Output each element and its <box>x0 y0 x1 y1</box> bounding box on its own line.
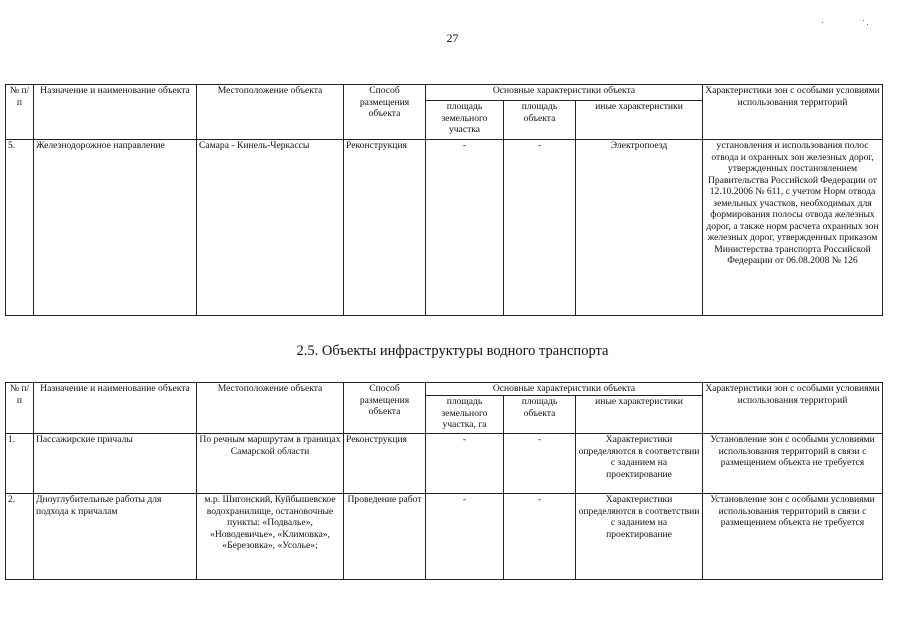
cell-name: Дноуглубительные работы для подхода к причалам <box>34 494 197 580</box>
header-zones: Характеристики зон с особыми условиями использования территорий <box>703 85 883 140</box>
header-name: Назначение и наименование объекта <box>34 383 197 434</box>
cell-other: Характеристики определяются в соответствии с заданием на проектирование <box>576 434 703 494</box>
scan-speck <box>863 20 864 21</box>
cell-zones: установления и использования полос отвода и охранных зон железных дорог, утвержденных постановлением Правительства Российской Федерации от 12.10.2006 № 611, с учетом Норм отвода земельных участков, необходимых для формирования полосы отвода железных дорог, а также норм расчета охранных зон железных дорог, утвержденных приказом Министерства транспорта Российской Федерации от 06.08.2008 № 126 <box>703 140 883 316</box>
cell-area-object: - <box>504 494 576 580</box>
cell-zones: Установление зон с особыми условиями использования территорий в связи с размещением объекта не требуется <box>703 494 883 580</box>
cell-location: По речным маршрутам в границах Самарской области <box>197 434 344 494</box>
header-num: № п/п <box>6 85 34 140</box>
header-name: Назначение и наименование объекта <box>34 85 197 140</box>
header-location: Местоположение объекта <box>197 85 344 140</box>
header-area-land: площадь земельного участка <box>426 101 504 140</box>
header-other: иные характеристики <box>576 396 703 434</box>
header-area-object: площадь объекта <box>504 101 576 140</box>
cell-num: 5. <box>6 140 34 316</box>
cell-area-land: - <box>426 434 504 494</box>
cell-zones: Установление зон с особыми условиями использования территорий в связи с размещением объекта не требуется <box>703 434 883 494</box>
cell-location: м.р. Шигонский, Куйбышевское водохранилище, остановочные пункты: «Подвалье», «Новодевичье», «Климовка», «Березовка», «Усолье»; <box>197 494 344 580</box>
cell-area-land: - <box>426 140 504 316</box>
scan-speck <box>822 22 823 23</box>
header-method: Способ размещения объекта <box>344 85 426 140</box>
water-transport-table <box>5 382 883 580</box>
cell-num: 1. <box>6 434 34 494</box>
cell-name: Пассажирские причалы <box>34 434 197 494</box>
header-main-characteristics: Основные характеристики объекта <box>426 383 703 396</box>
cell-name: Железнодорожное направление <box>34 140 197 316</box>
cell-method: Реконструкция <box>344 434 426 494</box>
header-main-characteristics: Основные характеристики объекта <box>426 85 703 101</box>
cell-other: Характеристики определяются в соответствии с заданием на проектирование <box>576 494 703 580</box>
cell-area-land: - <box>426 494 504 580</box>
header-location: Местоположение объекта <box>197 383 344 434</box>
header-area-object: площадь объекта <box>504 396 576 434</box>
cell-method: Реконструкция <box>344 140 426 316</box>
cell-area-object: - <box>504 434 576 494</box>
cell-other: Электропоезд <box>576 140 703 316</box>
cell-num: 2. <box>6 494 34 580</box>
railway-objects-table <box>5 84 883 316</box>
page-number: 27 <box>446 31 459 45</box>
section-heading: 2.5. Объекты инфраструктуры водного транспорта <box>296 343 609 359</box>
cell-location: Самара - Кинель-Черкассы <box>197 140 344 316</box>
cell-area-object: - <box>504 140 576 316</box>
header-num: № п/п <box>6 383 34 434</box>
header-other: иные характеристики <box>576 101 703 140</box>
table-row <box>6 434 883 494</box>
header-area-land: площадь земельного участка, га <box>426 396 504 434</box>
table-row <box>6 140 883 316</box>
scan-speck <box>867 24 868 25</box>
table-row <box>6 494 883 580</box>
header-method: Способ размещения объекта <box>344 383 426 434</box>
header-zones: Характеристики зон с особыми условиями использования территорий <box>703 383 883 434</box>
cell-method: Проведение работ <box>344 494 426 580</box>
